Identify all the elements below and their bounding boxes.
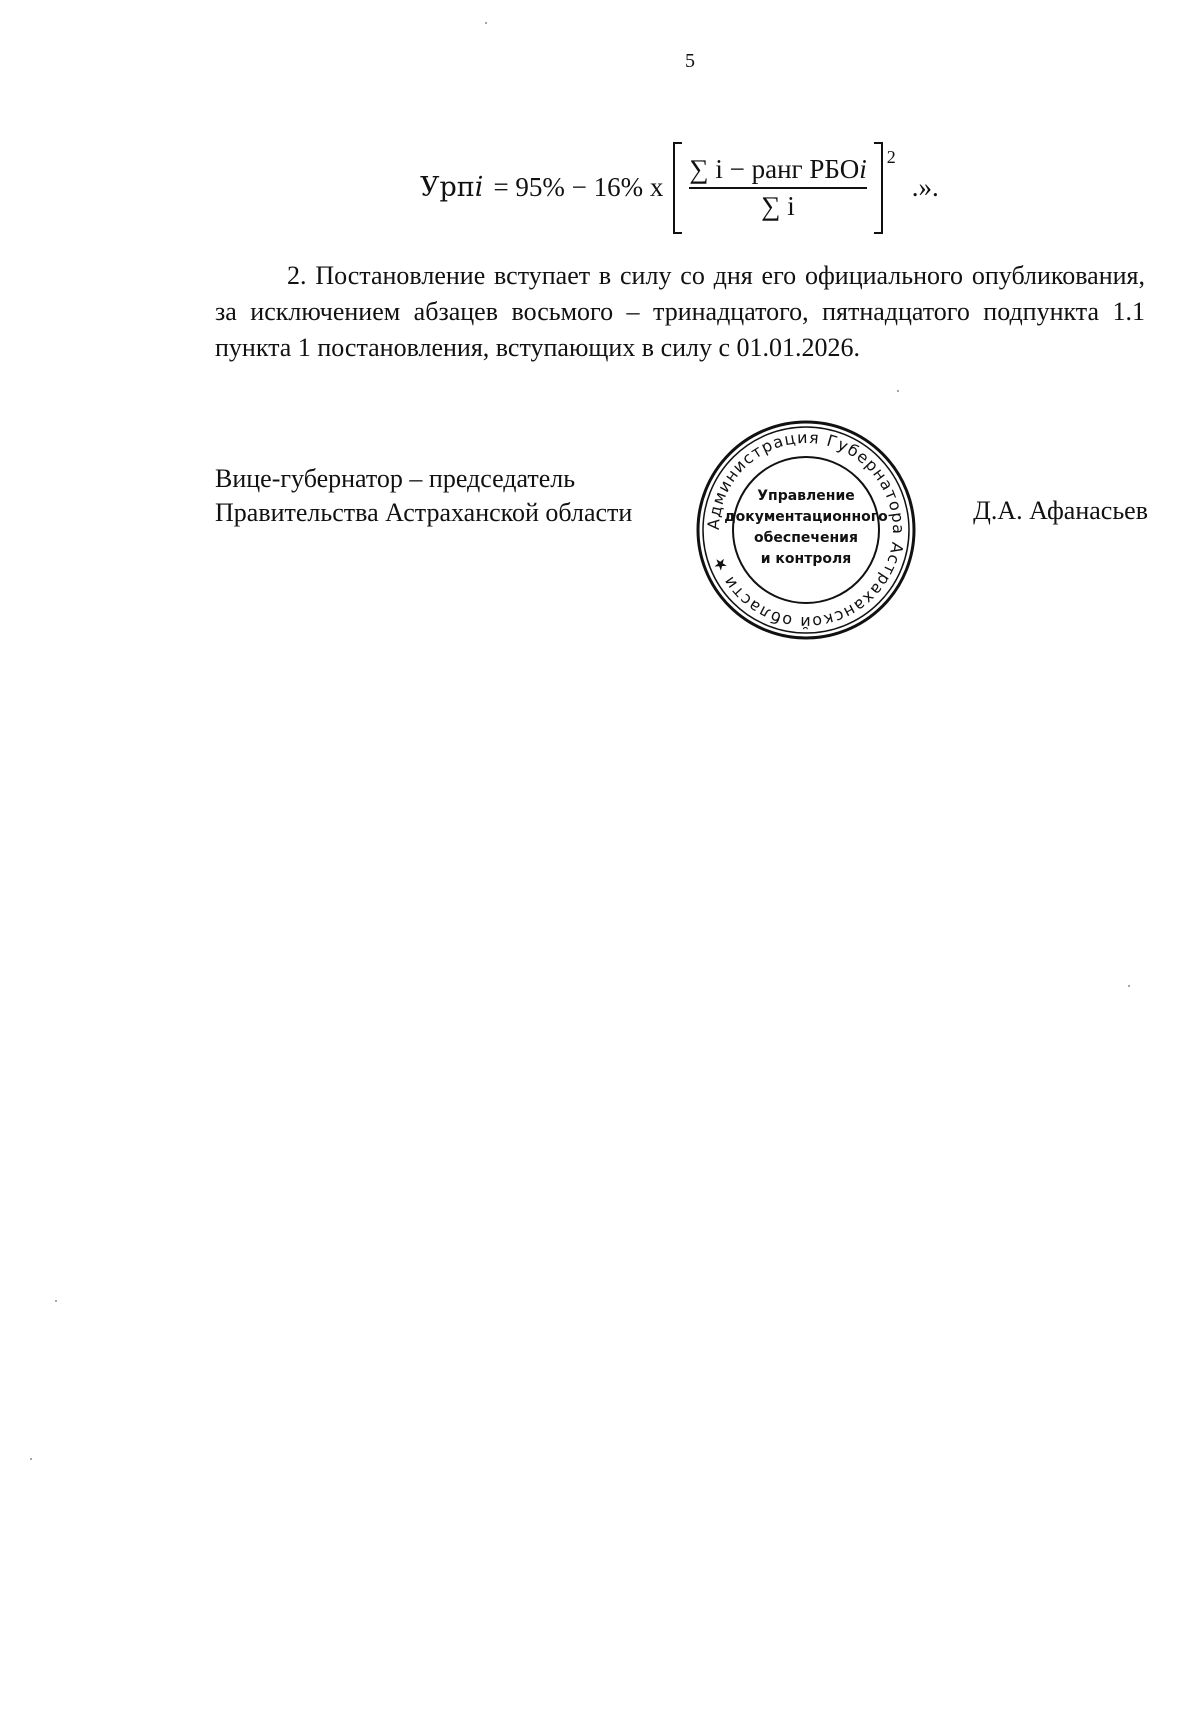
stamp-line: обеспечения	[754, 530, 858, 546]
formula-rhs-prefix: = 95% − 16% x	[493, 172, 664, 202]
formula-lhs: Урпi	[420, 172, 484, 203]
page-number: 5	[685, 50, 695, 72]
signatory-title-line1: Вице-губернатор – председатель	[215, 464, 576, 493]
scan-speck	[897, 390, 899, 392]
scan-speck	[485, 22, 487, 24]
formula-bracket	[673, 142, 882, 234]
paragraph-2: 2. Постановление вступает в силу со дня его официального опубликования, за исключением абзацев восьмого – тринадцатого, пятнадцатого подпункта 1.1 пункта 1 постановления, вступающих в силу с 01.01.2026.	[215, 261, 1145, 362]
signatory-title	[215, 462, 632, 530]
scan-speck	[30, 1458, 32, 1460]
formula-exponent: 2	[886, 147, 896, 167]
stamp-line: Управление	[757, 488, 855, 504]
signatory-title-line2: Правительства Астраханской области	[215, 498, 633, 527]
signatory-name: Д.А. Афанасьев	[973, 496, 1148, 525]
scan-speck	[1128, 985, 1130, 987]
formula-denominator: ∑ i	[761, 190, 795, 221]
scan-speck	[55, 1300, 57, 1302]
stamp-line: и контроля	[760, 551, 852, 567]
formula-numerator: ∑ i − ранг РБОi	[689, 153, 867, 184]
official-stamp	[694, 418, 918, 642]
formula-fraction	[683, 154, 872, 222]
stamp-line: документационного	[724, 509, 888, 525]
formula-tail: .».	[911, 172, 939, 202]
svg-text:Администрация Губернатора Астр: Администрация Губернатора Астраханской области ★	[703, 427, 909, 633]
formula	[420, 140, 939, 235]
